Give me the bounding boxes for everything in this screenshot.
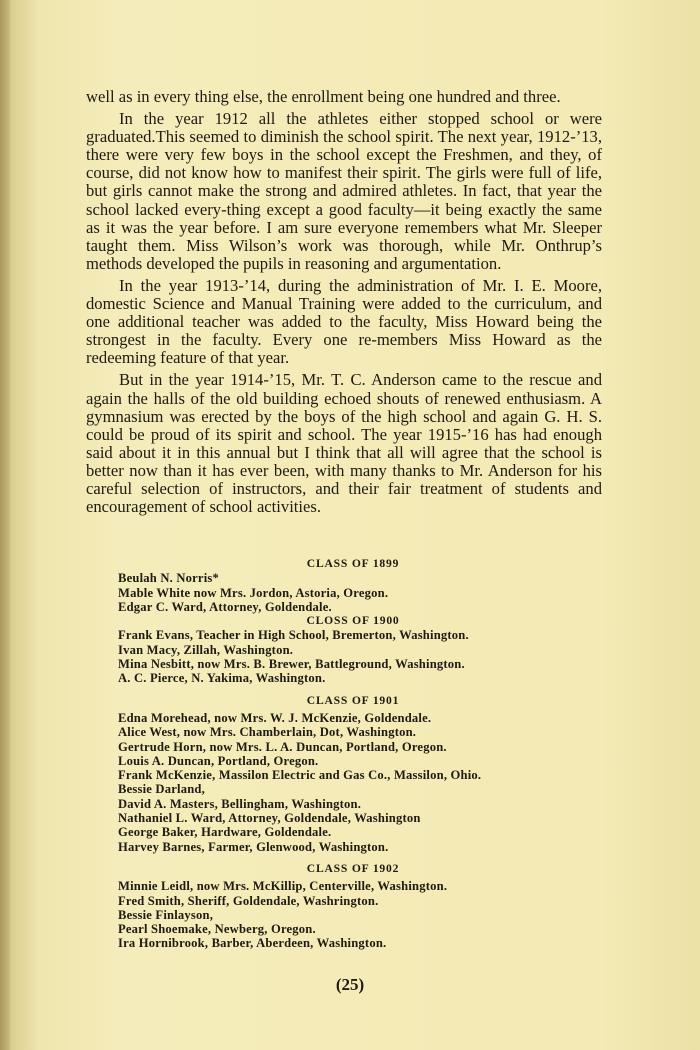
alumni-list [118, 557, 588, 951]
paragraph: In the year 1912 all the athletes either stopped school or were graduated.This seemed to diminish the school spirit. The next year, 1912-’13, there were very few boys in the school except the Freshmen, and they, of course, did not know how to manifest their spirit. The girls were full of life, but girls cannot make the strong and admired athletes. In fact, that year the school lacked every-thing except a good faculty—it being exactly the same as it was the year before. I am sure everyone remembers what Mr. Sleeper taught them. Miss Wilson’s work was thorough, while Mr. Onthrup’s methods developed the pupils in reasoning and argumentation. [86, 109, 602, 273]
paragraph: well as in every thing else, the enrollment being one hundred and three. [86, 87, 561, 106]
alumni-entry: Frank Evans, Teacher in High School, Bremerton, Washington. [118, 628, 469, 643]
alumni-entry: Mable White now Mrs. Jordon, Astoria, Oregon. [118, 585, 389, 600]
alumni-entry: George Baker, Hardware, Goldendale. [118, 825, 332, 840]
alumni-entry: Fred Smith, Sheriff, Goldendale, Washrington. [118, 893, 379, 908]
alumni-entry: David A. Masters, Bellingham, Washington. [118, 796, 362, 811]
alumni-entry: Gertrude Horn, now Mrs. L. A. Duncan, Portland, Oregon. [118, 739, 447, 754]
alumni-entry: Ivan Macy, Zillah, Washington. [118, 642, 294, 657]
paragraph: In the year 1913-’14, during the administration of Mr. I. E. Moore, domestic Science and Manual Training were added to the curriculum, and one additional teacher was added to the faculty, Miss Howard being the strongest in the faculty. Every one re-members Miss Howard as the redeeming feature of that year. [86, 275, 602, 368]
class-heading: CLASS OF 1899 [306, 557, 400, 570]
alumni-entry: Edgar C. Ward, Attorney, Goldendale. [118, 599, 332, 614]
alumni-entry: A. C. Pierce, N. Yakima, Washington. [118, 671, 326, 686]
paragraph: But in the year 1914-’15, Mr. T. C. Anderson came to the rescue and again the halls of the old building echoed shouts of renewed enthusiasm. A gymnasium was erected by the boys of the high school and again G. H. S. could be proud of its spirit and school. The year 1915-’16 has had enough said about it in this annual but I think that all will agree that the school is better now than it has ever been, with many thanks to Mr. Anderson for his careful selection of instructors, and their fair treatment of students and encouragement of school activities. [86, 370, 602, 517]
alumni-entry: Bessie Darland, [118, 782, 205, 797]
class-heading: CLOSS OF 1900 [306, 614, 400, 628]
alumni-entry: Pearl Shoemake, Newberg, Oregon. [118, 922, 316, 937]
alumni-entry: Edna Morehead, now Mrs. W. J. McKenzie, Goldendale. [118, 710, 432, 725]
book-spine-edge [0, 0, 10, 1050]
page-number: (25) [335, 975, 365, 994]
alumni-entry: Mina Nesbitt, now Mrs. B. Brewer, Battleground, Washington. [118, 657, 465, 672]
history-text [86, 88, 602, 520]
alumni-entry: Louis A. Duncan, Portland, Oregon. [118, 753, 319, 768]
class-heading: CLASS OF 1902 [306, 861, 400, 875]
alumni-entry: Beulah N. Norris* [118, 571, 220, 586]
alumni-entry: Minnie Leidl, now Mrs. McKillip, Centerville, Washington. [118, 879, 448, 894]
alumni-entry: Nathaniel L. Ward, Attorney, Goldendale, Washington [118, 811, 421, 826]
alumni-entry: Harvey Barnes, Farmer, Glenwood, Washington. [118, 839, 389, 854]
alumni-entry: Bessie Finlayson, [118, 907, 214, 922]
alumni-entry: Ira Hornibrook, Barber, Aberdeen, Washington. [118, 936, 387, 951]
alumni-entry: Frank McKenzie, Massilon Electric and Gas Co., Massilon, Ohio. [118, 768, 482, 783]
class-heading: CLASS OF 1901 [306, 693, 400, 707]
alumni-entry: Alice West, now Mrs. Chamberlain, Dot, Washington. [118, 725, 417, 740]
